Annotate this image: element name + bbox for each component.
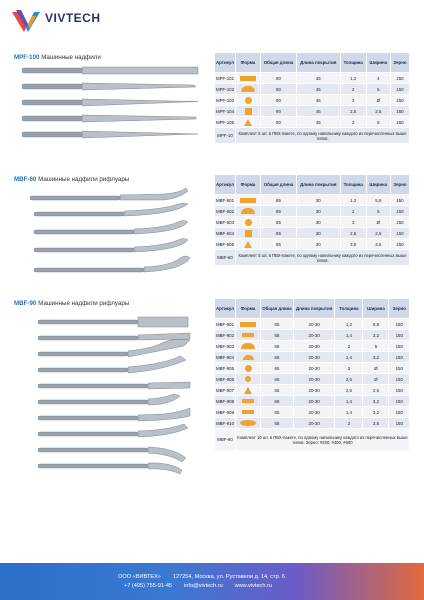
cell-article: MBF-605 (215, 239, 236, 250)
cell-length: 65 (261, 330, 294, 341)
col-header: Общая длина (261, 299, 294, 319)
cell-thickness: 1,4 (335, 407, 363, 418)
table-row (215, 319, 410, 330)
footer-email[interactable]: info@vivtech.ru (184, 583, 223, 589)
cell-grain: 150 (389, 418, 410, 429)
table-row-set (215, 429, 410, 451)
cell-width: 2,5 (366, 228, 390, 239)
cell-set-note: Комплект 10 шт. в ПВХ-пакете, по одному напильнику каждого из перечисленных выше типов. Зерно: #200, #400, #600 (236, 429, 410, 451)
cell-grain: 150 (389, 330, 410, 341)
cell-grain: 150 (390, 239, 409, 250)
cell-coating: 20-30 (293, 418, 334, 429)
table-row (215, 228, 410, 239)
cell-width: 5 (366, 84, 390, 95)
table-row (215, 73, 410, 84)
shape-circle-icon (236, 374, 261, 385)
col-header: Форма (236, 175, 261, 195)
cell-thickness: 3 (335, 363, 363, 374)
cell-length: 65 (261, 407, 294, 418)
cell-coating: 30 (296, 228, 340, 239)
cell-article: MPF-102 (215, 84, 236, 95)
cell-thickness: 1,2 (340, 195, 366, 206)
col-header: Длина покрытия (296, 53, 340, 73)
cell-coating: 20-30 (293, 385, 334, 396)
cell-thickness: 2,5 (335, 374, 363, 385)
table-row (215, 341, 410, 352)
cell-grain: 150 (390, 195, 409, 206)
spec-table-mbf90 (214, 298, 410, 451)
cell-article: MPF-101 (215, 73, 236, 84)
file-tool (22, 67, 198, 138)
col-header: Общая длина (261, 53, 297, 73)
cell-set-article: MBF-60 (215, 250, 236, 266)
cell-length: 85 (261, 195, 297, 206)
page-footer (0, 563, 424, 600)
cell-coating: 30 (296, 206, 340, 217)
cell-length: 65 (261, 374, 294, 385)
footer-line-2 (124, 583, 272, 589)
brand-name: VIVTECH (45, 11, 101, 25)
tools-image-mbf60 (14, 188, 204, 280)
cell-grain: 150 (389, 363, 410, 374)
cell-width: Ø (363, 363, 389, 374)
cell-article: MBF-910 (215, 418, 236, 429)
spec-table-mpf100 (214, 52, 410, 144)
cell-thickness: 2 (335, 418, 363, 429)
table-row (215, 374, 410, 385)
col-header: Толщина (335, 299, 363, 319)
cell-set-note: Комплект 5 шт. в ПВХ-пакете, по одному напильнику каждого из перечисленных выше типов. (236, 128, 410, 144)
cell-coating: 20-30 (293, 407, 334, 418)
table-row (215, 363, 410, 374)
cell-grain: 150 (389, 341, 410, 352)
cell-coating: 30 (296, 195, 340, 206)
cell-grain: 150 (390, 117, 409, 128)
cell-coating: 30 (296, 239, 340, 250)
col-header: Форма (236, 299, 261, 319)
cell-coating: 45 (296, 95, 340, 106)
cell-coating: 20-30 (293, 330, 334, 341)
cell-length: 90 (261, 106, 297, 117)
table-row-set (215, 250, 410, 266)
col-header: Артикул (215, 299, 236, 319)
cell-width: 5 (363, 341, 389, 352)
col-header: Артикул (215, 53, 236, 73)
footer-phone: +7 (495) 755-91-45 (124, 583, 173, 589)
col-header: Ширина (366, 53, 390, 73)
cell-length: 85 (261, 217, 297, 228)
section-name: Машинные надфили рифлуары (38, 176, 130, 183)
shape-rect-icon (236, 407, 261, 418)
cell-width: 5,8 (363, 319, 389, 330)
section-name: Машинные надфили рифлуары (38, 300, 130, 307)
col-header: Длина покрытия (296, 175, 340, 195)
cell-grain: 150 (390, 95, 409, 106)
cell-grain: 150 (390, 84, 409, 95)
cell-article: MBF-902 (215, 330, 236, 341)
cell-width: Ø (366, 95, 390, 106)
shape-square-icon (236, 228, 261, 239)
shape-circle-icon (236, 217, 261, 228)
cell-article: MBF-907 (215, 385, 236, 396)
table-row (215, 352, 410, 363)
cell-width: 2,5 (363, 385, 389, 396)
shape-rect-icon (236, 319, 261, 330)
shape-oval-icon (236, 418, 261, 429)
shape-rect-icon (236, 73, 261, 84)
col-header: Зерно (390, 175, 409, 195)
cell-grain: 150 (390, 228, 409, 239)
shape-circle-icon (236, 95, 261, 106)
cell-coating: 30 (296, 217, 340, 228)
table-row-set (215, 128, 410, 144)
shape-triangle-icon (236, 385, 261, 396)
cell-width: 3,2 (363, 352, 389, 363)
col-header: Форма (236, 53, 261, 73)
vivtech-logo-icon (12, 8, 40, 34)
table-row (215, 239, 410, 250)
cell-width: 3,5 (366, 239, 390, 250)
col-header: Толщина (340, 175, 366, 195)
table-row (215, 407, 410, 418)
col-header: Длина покрытия (293, 299, 334, 319)
cell-set-article: MPF-10 (215, 128, 236, 144)
cell-grain: 150 (389, 352, 410, 363)
shape-half-round-icon (236, 352, 261, 363)
cell-length: 65 (261, 385, 294, 396)
footer-address: 127254, Москва, ул. Руставели д. 14, стр. 6 (172, 574, 285, 580)
footer-site[interactable]: www.vivtech.ru (234, 583, 272, 589)
cell-grain: 150 (389, 319, 410, 330)
cell-length: 65 (261, 341, 294, 352)
cell-length: 65 (261, 319, 294, 330)
shape-circle-icon (236, 363, 261, 374)
cell-length: 85 (261, 206, 297, 217)
shape-triangle-icon (236, 239, 261, 250)
section-code: MBF-90 (14, 300, 37, 307)
cell-article: MBF-603 (215, 217, 236, 228)
cell-width: 4 (366, 73, 390, 84)
cell-grain: 150 (389, 385, 410, 396)
table-row (215, 217, 410, 228)
cell-length: 65 (261, 396, 294, 407)
shape-half-round-icon (236, 84, 261, 95)
table-row (215, 117, 410, 128)
section-code: MPF-100 (14, 54, 40, 61)
cell-width: 5,5 (366, 195, 390, 206)
shape-rect-icon (236, 330, 261, 341)
section-title-mpf100 (14, 54, 101, 61)
table-row (215, 95, 410, 106)
col-header: Ширина (363, 299, 389, 319)
cell-thickness: 1,2 (340, 73, 366, 84)
cell-article: MBF-901 (215, 319, 236, 330)
page-header (0, 0, 424, 40)
cell-article: MBF-903 (215, 341, 236, 352)
cell-thickness: 3,5 (340, 239, 366, 250)
tools-image-mpf100 (14, 64, 204, 148)
cell-width: 3,2 (363, 330, 389, 341)
cell-thickness: 1,4 (335, 352, 363, 363)
cell-article: MBF-604 (215, 228, 236, 239)
cell-length: 65 (261, 352, 294, 363)
table-row (215, 396, 410, 407)
cell-grain: 150 (390, 206, 409, 217)
cell-width: 5 (366, 117, 390, 128)
col-header: Общая длина (261, 175, 297, 195)
tools-image-mbf90 (14, 312, 204, 480)
cell-article: MPF-103 (215, 95, 236, 106)
cell-length: 90 (261, 117, 297, 128)
cell-grain: 150 (389, 396, 410, 407)
shape-half-round-icon (236, 341, 261, 352)
cell-coating: 20-30 (293, 396, 334, 407)
cell-grain: 150 (389, 407, 410, 418)
col-header: Зерно (390, 53, 409, 73)
spec-table-mbf60 (214, 174, 410, 266)
cell-thickness: 2 (340, 117, 366, 128)
table-row (215, 385, 410, 396)
cell-thickness: 1,4 (335, 396, 363, 407)
cell-width: 2,5 (366, 106, 390, 117)
col-header: Толщина (340, 53, 366, 73)
section-code: MBF-60 (14, 176, 37, 183)
cell-length: 65 (261, 418, 294, 429)
cell-set-article: MBF-90 (215, 429, 236, 451)
footer-company: ООО «ВИВТЕХ» (118, 574, 161, 580)
cell-coating: 20-30 (293, 319, 334, 330)
cell-thickness: 2,5 (340, 106, 366, 117)
cell-grain: 150 (390, 217, 409, 228)
cell-coating: 20-30 (293, 352, 334, 363)
cell-article: MBF-909 (215, 407, 236, 418)
table-row (215, 195, 410, 206)
col-header: Зерно (389, 299, 410, 319)
cell-width: 5 (366, 206, 390, 217)
col-header: Ширина (366, 175, 390, 195)
cell-length: 65 (261, 363, 294, 374)
shape-triangle-icon (236, 117, 261, 128)
shape-rect-icon (236, 195, 261, 206)
cell-thickness: 2,5 (335, 385, 363, 396)
cell-set-note: Комплект 5 шт. в ПВХ-пакете, по одному напильнику каждого из перечисленных выше типов. (236, 250, 410, 266)
cell-length: 90 (261, 73, 297, 84)
section-name: Машинные надфили (41, 54, 101, 61)
cell-thickness: 2,5 (340, 228, 366, 239)
cell-thickness: 2 (340, 84, 366, 95)
cell-width: 3,2 (363, 407, 389, 418)
cell-coating: 45 (296, 106, 340, 117)
table-row (215, 106, 410, 117)
cell-thickness: 2 (340, 206, 366, 217)
cell-coating: 45 (296, 73, 340, 84)
cell-coating: 20-30 (293, 341, 334, 352)
table-row (215, 84, 410, 95)
col-header: Артикул (215, 175, 236, 195)
cell-thickness: 2 (335, 341, 363, 352)
cell-coating: 20-30 (293, 374, 334, 385)
cell-width: Ø (366, 217, 390, 228)
cell-article: MBF-908 (215, 396, 236, 407)
table-row (215, 330, 410, 341)
cell-thickness: 1,2 (335, 319, 363, 330)
cell-article: MBF-601 (215, 195, 236, 206)
cell-article: MBF-602 (215, 206, 236, 217)
cell-length: 85 (261, 239, 297, 250)
section-title-mbf90 (14, 300, 129, 307)
shape-rect-icon (236, 396, 261, 407)
cell-length: 90 (261, 84, 297, 95)
cell-article: MBF-906 (215, 374, 236, 385)
cell-length: 90 (261, 95, 297, 106)
cell-article: MPF-105 (215, 117, 236, 128)
cell-thickness: 3 (340, 217, 366, 228)
cell-grain: 150 (390, 73, 409, 84)
cell-article: MPF-104 (215, 106, 236, 117)
cell-length: 85 (261, 228, 297, 239)
cell-coating: 20-30 (293, 363, 334, 374)
cell-article: MBF-904 (215, 352, 236, 363)
shape-square-icon (236, 106, 261, 117)
table-row (215, 418, 410, 429)
cell-grain: 150 (390, 106, 409, 117)
cell-thickness: 3 (340, 95, 366, 106)
table-row (215, 206, 410, 217)
cell-grain: 150 (389, 374, 410, 385)
cell-width: Ø (363, 374, 389, 385)
cell-coating: 45 (296, 84, 340, 95)
shape-half-round-icon (236, 206, 261, 217)
cell-width: 3,2 (363, 396, 389, 407)
cell-article: MBF-905 (215, 363, 236, 374)
cell-coating: 45 (296, 117, 340, 128)
section-title-mbf60 (14, 176, 129, 183)
footer-line-1 (118, 574, 285, 580)
cell-width: 3,5 (363, 418, 389, 429)
cell-thickness: 1,4 (335, 330, 363, 341)
